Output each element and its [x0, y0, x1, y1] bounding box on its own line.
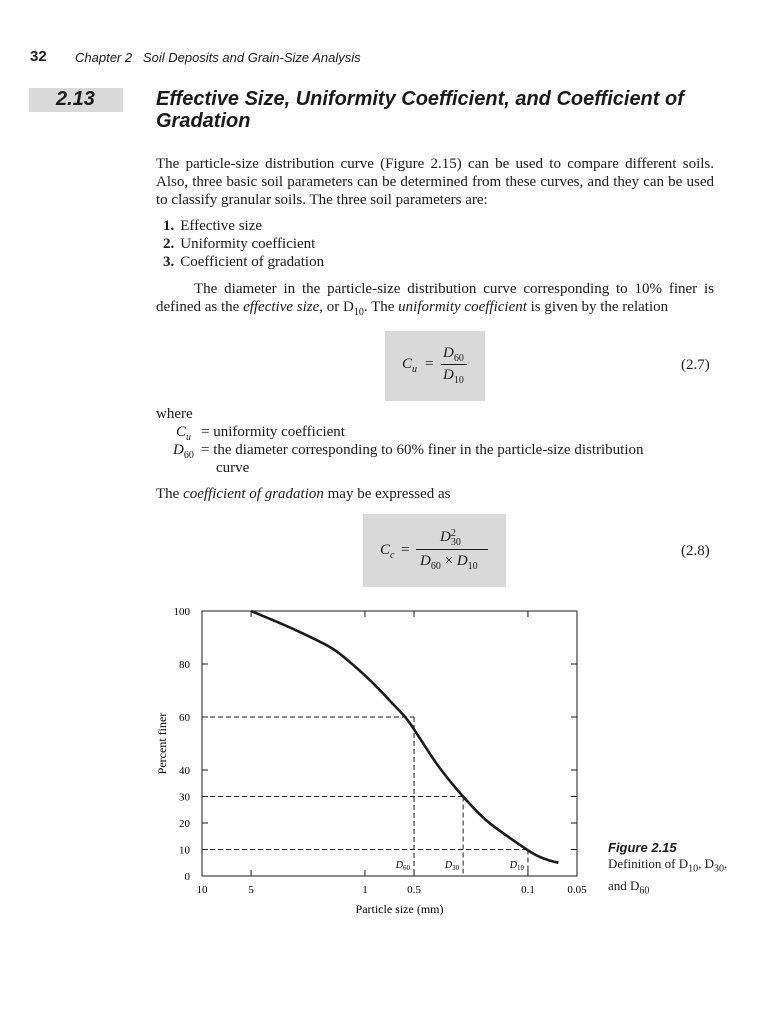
definition-paragraph: The diameter in the particle-size distribution curve corresponding to 10% finer is defined as the effective size, or $D_{10}$. The uniformity coefficient is given by the relation: [156, 281, 714, 318]
y-tick-label: 20: [179, 818, 190, 830]
y-tick-label: 60: [179, 712, 190, 724]
y-tick-label: 100: [173, 606, 190, 618]
x-tick-label: 5: [248, 884, 254, 896]
list-item: 3. Coefficient of gradation: [163, 254, 325, 270]
page-number: 32: [30, 48, 47, 65]
definition-cu: $C_u$ = uniformity coefficient: [176, 424, 345, 443]
figure-description: Definition of $D_{10}$, $D_{30}$, and $D_{60}$: [608, 856, 728, 897]
figure-caption: [608, 840, 728, 899]
distribution-curve: [251, 611, 558, 863]
y-tick-label: 30: [179, 791, 190, 804]
where-label: where: [156, 406, 193, 422]
y-tick-label: 0: [184, 871, 190, 883]
intro-paragraph: The particle-size distribution curve (Figure 2.15) can be used to compare different soils. Also, three basic soil parameters can be determined from these curves, and they can be used to classify granular soils. The three soil parameters are:: [156, 156, 714, 208]
x-tick-label: 1: [362, 884, 368, 896]
definition-d60: $D_{60}$ = the diameter corresponding to 60% finer in the particle-size distribution: [173, 442, 644, 461]
reference-label: $D_{60}$: [395, 860, 411, 872]
parameter-list: [163, 217, 324, 271]
y-tick-label: 40: [179, 765, 190, 777]
x-tick-label: 0.05: [567, 884, 587, 896]
definition-continuation: curve: [216, 460, 250, 476]
section-number: 2.13: [56, 88, 95, 110]
reference-label: $D_{30}$: [444, 860, 460, 872]
definitions: [156, 423, 716, 477]
x-tick-label: 0.1: [521, 884, 535, 896]
figure-number: Figure 2.15: [608, 840, 677, 855]
list-item: 1. Effective size: [163, 218, 263, 234]
x-axis-label: Particle size (mm): [355, 902, 444, 916]
y-tick-label: 80: [179, 659, 190, 671]
list-item: 2. Uniformity coefficient: [163, 236, 316, 252]
reference-label: $D_{10}$: [509, 860, 524, 872]
equation-number-2-8: (2.8): [681, 543, 710, 559]
y-tick-label: 10: [179, 844, 190, 857]
section-title: Effective Size, Uniformity Coefficient, and Coefficient of Gradation: [156, 88, 684, 132]
x-tick-label: 10: [196, 884, 208, 896]
equation-number-2-7: (2.7): [681, 357, 710, 373]
gradation-intro: The coefficient of gradation may be expressed as: [156, 486, 451, 502]
x-tick-label: 0.5: [407, 884, 421, 896]
plot-frame: [202, 611, 577, 876]
y-axis-label: Percent finer: [155, 712, 169, 775]
running-title: Chapter 2 Soil Deposits and Grain-Size Analysis: [75, 50, 361, 65]
equation-2-7-box: [385, 331, 485, 401]
particle-size-chart: [140, 595, 610, 925]
